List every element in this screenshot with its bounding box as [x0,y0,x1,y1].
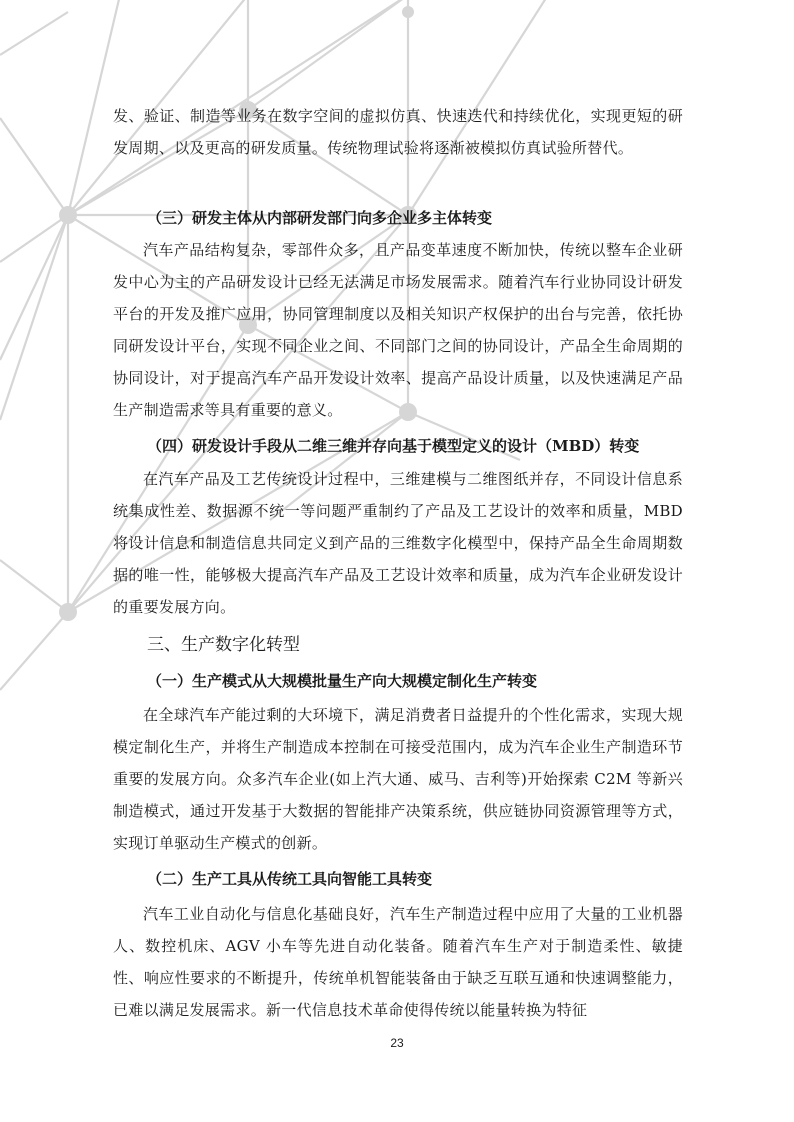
heading-production-tools: （二）生产工具从传统工具向智能工具转变 [147,870,433,888]
heading-mbd: （四）研发设计手段从二维三维并存向基于模型定义的设计（MBD）转变 [147,437,640,455]
heading-production-mode: （一）生产模式从大规模批量生产向大规模定制化生产转变 [147,672,538,690]
paragraph-mbd: 在汽车产品及工艺传统设计过程中，三维建模与二维图纸并存，不同设计信息系统集成性差、数据源不统一等问题严重制约了产品及工艺设计的效率和质量，MBD 将设计信息和制造信息共同定义到产品的三维数字化模型中，保持产品全生命周期数据的唯一性，能够极大提高汽车产品及工艺设计效率和质量，成为汽车企业研发设计的重要发展方向。 [113,470,683,616]
paragraph-research-subject: 汽车产品结构复杂，零部件众多，且产品变革速度不断加快，传统以整车企业研发中心为主的产品研发设计已经无法满足市场发展需求。随着汽车行业协同设计研发平台的开发及推广应用，协同管理制度以及相关知识产权保护的出台与完善，依托协同研发设计平台，实现不同企业之间、不同部门之间的协同设计，产品全生命周期的协同设计，对于提高汽车产品开发设计效率、提高产品设计质量，以及快速满足产品生产制造需求等具有重要的意义。 [113,241,683,419]
paragraph-production-mode: 在全球汽车产能过剩的大环境下，满足消费者日益提升的个性化需求，实现大规模定制化生产，并将生产制造成本控制在可接受范围内，成为汽车企业生产制造环节重要的发展方向。众多汽车企业(如上汽大通、威马、吉利等)开始探索 C2M 等新兴制造模式，通过开发基于大数据的智能排产决策系统，供应链协同资源管理等方式，实现订单驱动生产模式的创新。 [113,706,683,852]
heading-research-subject: （三）研发主体从内部研发部门向多企业多主体转变 [147,209,493,227]
paragraph-production-tools: 汽车工业自动化与信息化基础良好，汽车生产制造过程中应用了大量的工业机器人、数控机床、AGV 小车等先进自动化装备。随着汽车生产对于制造柔性、敏捷性、响应性要求的不断提升，传统单机智能装备由于缺乏互联互通和快速调整能力，已难以满足发展需求。新一代信息技术革命使得传统以能量转换为特征 [113,905,683,1019]
section-heading-production: 三、生产数字化转型 [147,635,300,655]
paragraph-continued: 发、验证、制造等业务在数字空间的虚拟仿真、快速迭代和持续优化，实现更短的研发周期、以及更高的研发质量。传统物理试验将逐渐被模拟仿真试验所替代。 [113,107,683,157]
page-number: 23 [390,1036,404,1050]
